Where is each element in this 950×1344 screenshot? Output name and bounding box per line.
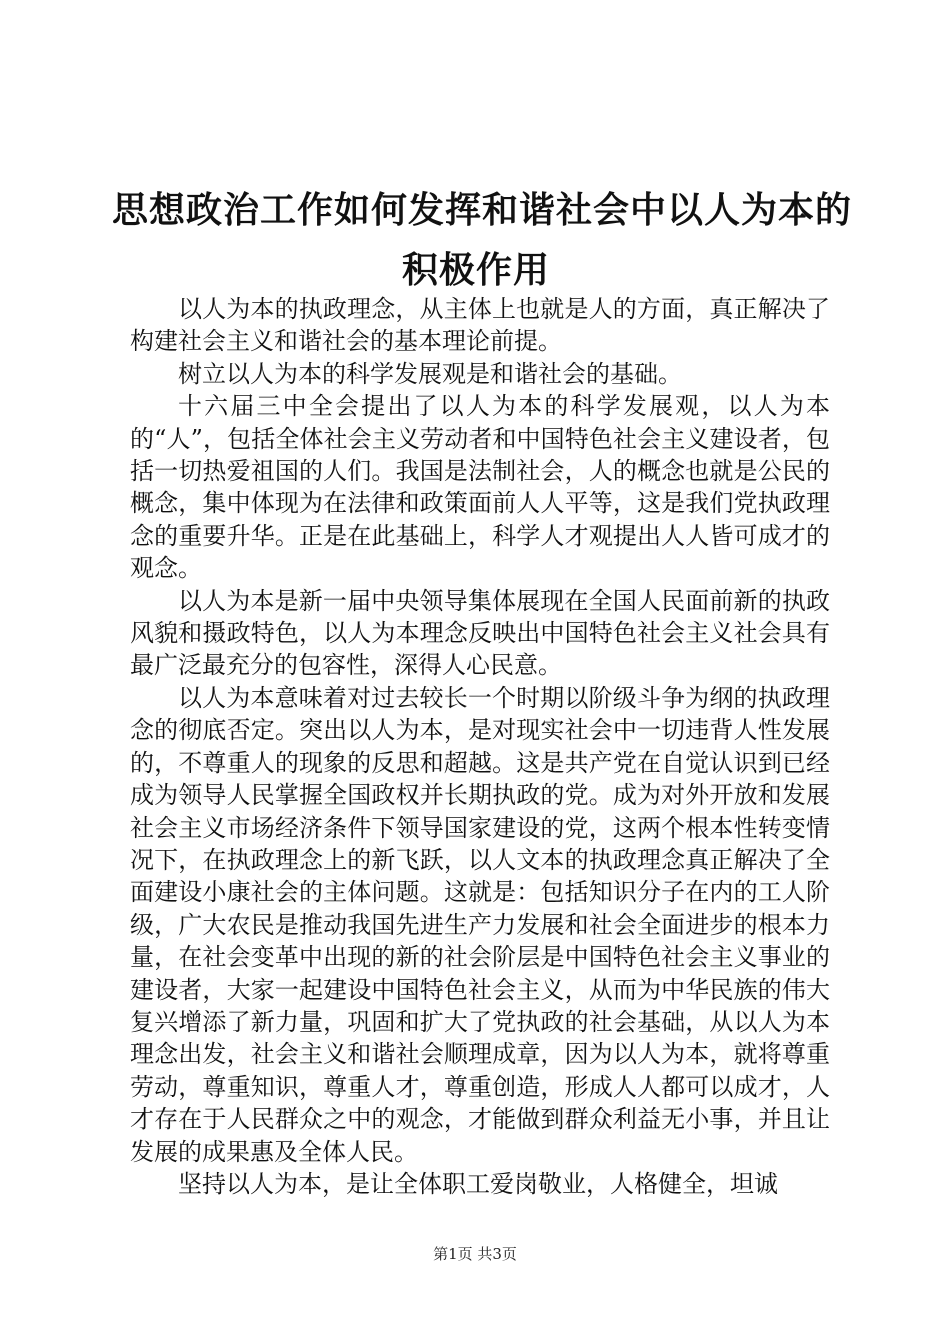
paragraph-1: 以人为本的执政理念，从主体上也就是人的方面，真正解决了构建社会主义和谐社会的基本理论前提。 [130,295,830,356]
title-line-1: 思想政治工作如何发挥和谐社会中以人为本的 [112,189,853,231]
document-body [130,293,830,1200]
paragraph-4: 以人为本是新一届中央领导集体展现在全国人民面前新的执政风貌和摄政特色，以人为本理念反映出中国特色社会主义社会具有最广泛最充分的包容性，深得人心民意。 [130,586,830,680]
paragraph-3: 十六届三中全会提出了以人为本的科学发展观，以人为本的“人”，包括全体社会主义劳动者和中国特色社会主义建设者，包括一切热爱祖国的人们。我国是法制社会，人的概念也就是公民的概念，集中体现为在法律和政策面前人人平等，这是我们党执政理念的重要升华。正是在此基础上，科学人才观提出人人皆可成才的观念。 [130,392,830,583]
page-title [112,180,853,300]
paragraph-2: 树立以人为本的科学发展观是和谐社会的基础。 [178,359,682,388]
page-footer: 第1页 共3页 [433,1245,517,1263]
title-line-2: 积极作用 [401,249,550,291]
paragraph-5: 以人为本意味着对过去较长一个时期以阶级斗争为纲的执政理念的彻底否定。突出以人为本，是对现实社会中一切违背人性发展的，不尊重人的现象的反思和超越。这是共产党在自觉认识到已经成为领导人民掌握全国政权并长期执政的党。成为对外开放和发展社会主义市场经济条件下领导国家建设的党，这两个根本性转变情况下，在执政理念上的新飞跃，以人文本的执政理念真正解决了全面建设小康社会的主体问题。这就是：包括知识分子在内的工人阶级，广大农民是推动我国先进生产力发展和社会全面进步的根本力量，在社会变革中出现的新的社会阶层是中国特色社会主义事业的建设者，大家一起建设中国特色社会主义，从而为中华民族的伟大复兴增添了新力量，巩固和扩大了党执政的社会基础，从以人为本理念出发，社会主义和谐社会顺理成章，因为以人为本，就将尊重劳动，尊重知识，尊重人才，尊重创造，形成人人都可以成才，人才存在于人民群众之中的观念，才能做到群众利益无小事，并且让发展的成果惠及全体人民。 [130,683,830,1166]
paragraph-6: 坚持以人为本，是让全体职工爱岗敬业，人格健全，坦诚 [178,1169,778,1198]
